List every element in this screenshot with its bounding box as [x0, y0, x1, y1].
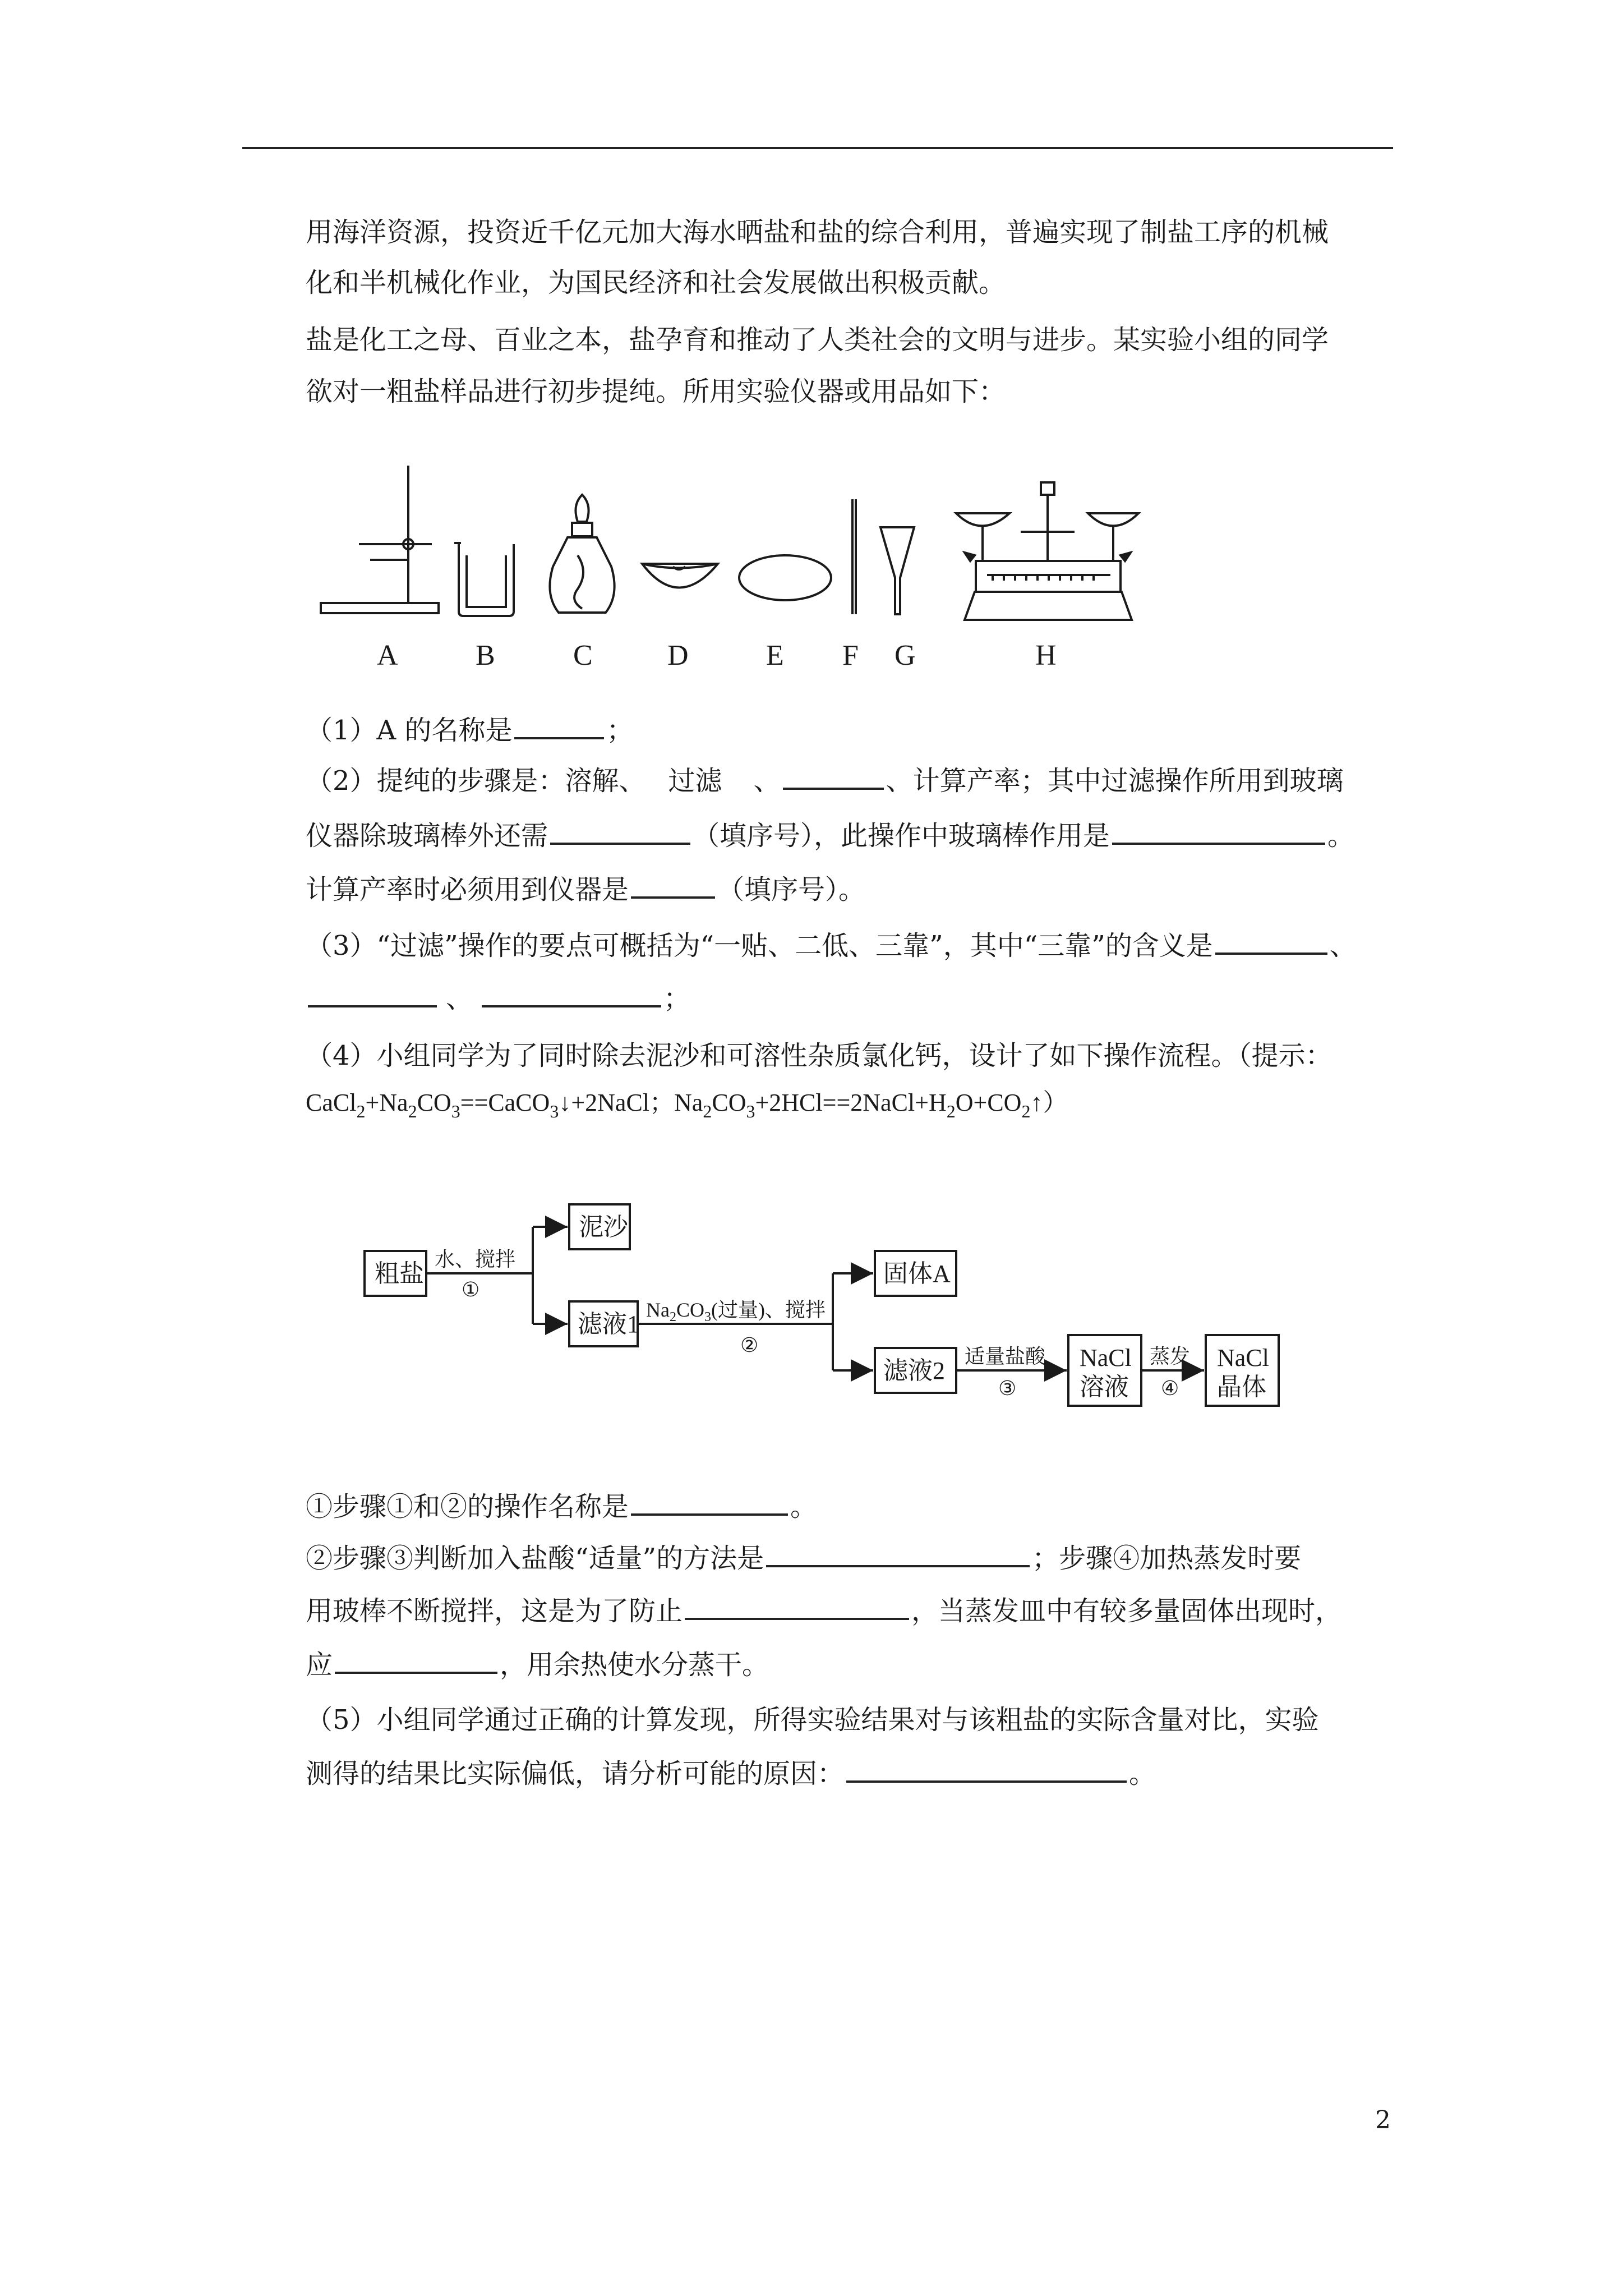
flow-step3-num: ③ [998, 1377, 1017, 1400]
label-d: D [667, 639, 689, 671]
q2-text-2a: 仪器除玻璃棒外还需 [306, 820, 548, 852]
balance-icon [956, 482, 1138, 620]
label-h: H [1035, 639, 1057, 671]
q3-line1 [306, 928, 1357, 963]
q2-line2 [306, 818, 1354, 853]
beaker-icon [454, 543, 514, 616]
q3-end: ； [663, 983, 691, 1014]
alcohol-lamp-icon [550, 495, 614, 613]
q4-sub4 [306, 1647, 769, 1682]
header-rule [242, 147, 1393, 149]
q2-text-3a: 计算产率时必须用到仪器是 [306, 874, 629, 905]
q4-sub2 [306, 1540, 1301, 1575]
label-b: B [476, 639, 495, 671]
q5-line2 [306, 1756, 1156, 1791]
q1-line [306, 712, 633, 747]
q4-sub1-blank[interactable] [631, 1489, 788, 1516]
q4-sub2-text: ②步骤③判断加入盐酸“适量”的方法是 [306, 1543, 764, 1574]
flow-nacl-sol-1: NaCl [1080, 1344, 1132, 1372]
q3-blank-2[interactable] [308, 981, 437, 1007]
q4-sub2-end: ；步骤④加热蒸发时要 [1032, 1543, 1302, 1574]
flow-step2-num: ② [740, 1334, 759, 1356]
flow-step1-label: 水、搅拌 [435, 1248, 516, 1271]
q3-line2 [306, 981, 690, 1015]
q5-text: 测得的结果比实际偏低，请分析可能的原因： [306, 1758, 845, 1789]
q4-sub3 [306, 1593, 1342, 1628]
q2-blank-step[interactable] [783, 763, 884, 790]
flow-nacl-cry-1: NaCl [1217, 1344, 1269, 1372]
glass-rod-icon [852, 499, 856, 614]
flow-step4-label: 蒸发 [1150, 1345, 1191, 1368]
q5-blank[interactable] [846, 1756, 1127, 1783]
q3-sep1: 、 [1329, 930, 1357, 961]
q4-sub4-end: ，用余热使水分蒸干。 [500, 1649, 769, 1681]
q2-blank-yield[interactable] [631, 872, 715, 899]
iron-stand-icon [321, 466, 439, 613]
q5-end: 。 [1129, 1758, 1156, 1789]
q2-text-3b: （填序号）。 [717, 874, 866, 905]
label-e: E [766, 639, 784, 671]
flow-filtrate2: 滤液2 [883, 1357, 945, 1384]
flow-step3-label: 适量盐酸 [965, 1345, 1046, 1368]
q4-sub1-text: ①步骤①和②的操作名称是 [306, 1491, 629, 1522]
q4-sub1-end: 。 [790, 1491, 818, 1522]
evaporating-dish-icon [642, 564, 718, 588]
flow-step2-label: $Na_2CO_3$(过量)、搅拌 [646, 1299, 826, 1324]
flow-solid-a: 固体A [883, 1260, 951, 1287]
label-f: F [842, 639, 859, 671]
para1-line2: 化和半机械化作业，为国民经济和社会发展做出积极贡献。 [306, 267, 1006, 298]
label-a: A [377, 639, 398, 671]
q4-sub4-blank[interactable] [335, 1647, 497, 1674]
flow-filtrate1: 滤液1 [578, 1310, 639, 1338]
flow-nacl-sol-2: 溶液 [1080, 1373, 1129, 1401]
flow-step4-num: ④ [1161, 1377, 1179, 1400]
q4-sub3-blank[interactable] [685, 1593, 909, 1620]
q2-blank-apparatus[interactable] [550, 818, 690, 845]
q1-text: （1）A 的名称是 [306, 715, 513, 746]
flow-crude-salt: 粗盐 [375, 1260, 424, 1287]
para2-line2: 欲对一粗盐样品进行初步提纯。所用实验仪器或用品如下： [306, 376, 1006, 407]
flow-step1-num: ① [462, 1278, 480, 1301]
flow-sand: 泥沙 [579, 1213, 628, 1241]
q3-sep2: 、 [446, 983, 473, 1014]
q2-text-2c: 。 [1327, 820, 1355, 852]
label-g: G [895, 639, 916, 671]
flow-nacl-cry-2: 晶体 [1217, 1373, 1266, 1401]
q4-sub3-text: 用玻棒不断搅拌，这是为了防止 [306, 1595, 683, 1627]
q2-blank-rod-role[interactable] [1112, 818, 1325, 845]
q2-text-2b: （填序号），此操作中玻璃棒作用是 [693, 820, 1110, 852]
watch-glass-icon [739, 555, 831, 600]
q4-sub1 [306, 1489, 817, 1524]
q2-line3 [306, 872, 865, 907]
process-flow-diagram [359, 1192, 1312, 1450]
para2-line1: 盐是化工之母、百业之本，盐孕育和推动了人类社会的文明与进步。某实验小组的同学 [306, 324, 1329, 356]
page-number: 2 [1375, 2106, 1391, 2134]
funnel-icon [880, 527, 914, 614]
q4-hint-formula: $CaCl_2+Na_2CO_3==CaCO_3↓+2NaCl$；$Na_2CO_3+2HCl==2NaCl+H_2O+CO_2↑$） [306, 1089, 1068, 1121]
q2-text-d: 、计算产率；其中过滤操作所用到玻璃 [886, 765, 1344, 797]
q4-sub3-end: ，当蒸发皿中有较多量固体出现时， [911, 1595, 1343, 1627]
q3-blank-3[interactable] [482, 981, 661, 1007]
apparatus-figure [314, 460, 1155, 684]
q4-sub4-text: 应 [306, 1649, 333, 1681]
label-c: C [573, 639, 593, 671]
q3-blank-1[interactable] [1215, 928, 1327, 955]
q2-sep: 、 [753, 765, 781, 797]
q2-line1 [306, 763, 1344, 798]
q1-blank[interactable] [514, 712, 604, 739]
q4-sub2-blank[interactable] [766, 1540, 1030, 1567]
q2-filter-word: 过滤 [668, 765, 722, 797]
q5-line1: （5）小组同学通过正确的计算发现，所得实验结果对与该粗盐的实际含量对比，实验 [306, 1704, 1319, 1736]
q2-text-a: （2）提纯的步骤是：溶解、 [306, 765, 646, 797]
para1-line1: 用海洋资源，投资近千亿元加大海水晒盐和盐的综合利用，普遍实现了制盐工序的机械 [306, 217, 1329, 248]
q3-text: （3）“过滤”操作的要点可概括为“一贴、二低、三靠”，其中“三靠”的含义是 [306, 930, 1213, 961]
q1-end: ； [606, 715, 634, 746]
q4-line1: （4）小组同学为了同时除去泥沙和可溶性杂质氯化钙，设计了如下操作流程。（提示： [306, 1040, 1332, 1071]
